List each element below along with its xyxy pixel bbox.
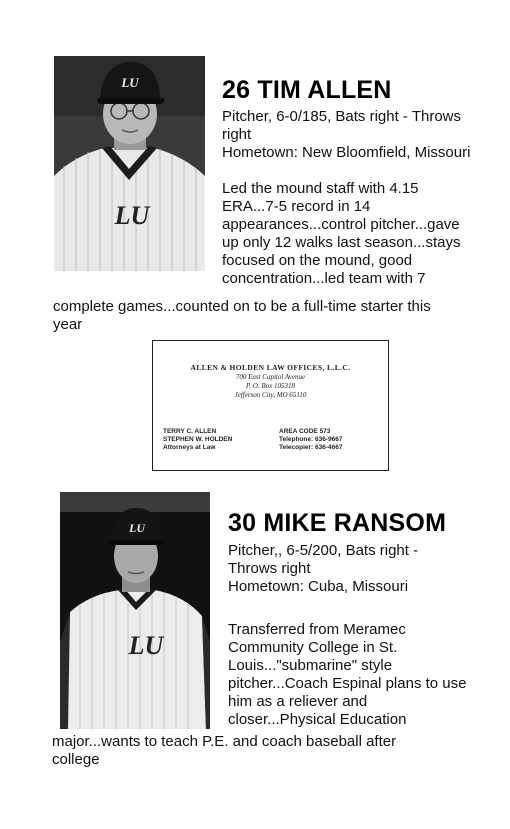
player-heading: 30 MIKE RANSOM [228,509,447,537]
bio-line: college [52,751,100,768]
position-line: Throws right [228,560,311,577]
bio-line: appearances...control pitcher...gave [222,216,460,233]
hometown: Hometown: New Bloomfield, Missouri [222,144,471,161]
card-firm-name: ALLEN & HOLDEN LAW OFFICES, L.L.C. [190,363,351,372]
player-photo-mike-ransom [60,492,210,729]
position-line: Pitcher,, 6-5/200, Bats right - [228,542,419,559]
bio-line: major...wants to teach P.E. and coach baseball after [52,733,397,750]
svg-text:LU: LU [128,631,164,660]
card-contact-line: Telecopier: 636-4667 [279,444,343,451]
player-bio-continued [53,298,431,334]
bio-line: pitcher...Coach Espinal plans to use [228,675,467,692]
svg-text:LU: LU [121,75,139,90]
bio-line: closer...Physical Education [228,711,407,728]
bio-line: ERA...7-5 record in 14 [222,198,371,215]
player-info [228,542,418,596]
card-name-line: STEPHEN W. HOLDEN [163,436,233,443]
svg-text:LU: LU [114,201,150,230]
card-name-line: Attorneys at Law [163,444,216,451]
card-address-line: Jefferson City, MO 65110 [234,391,307,399]
bio-line: Louis..."submarine" style [228,657,393,674]
player-photo-image [60,492,210,729]
card-address-line: 700 East Capitol Avenue [235,373,306,381]
hometown: Hometown: Cuba, Missouri [228,578,409,595]
bio-line: Transferred from Meramec [228,621,406,638]
bio-line: him as a reliever and [228,693,368,710]
bio-line: year [53,316,83,333]
position-line: Pitcher, 6-0/185, Bats right - Throws [222,108,461,125]
card-attorney-names [163,428,232,452]
player-bio-continued [52,733,396,769]
business-card [152,340,389,471]
player-heading: 26 TIM ALLEN [222,76,392,104]
card-contact-line: AREA CODE 573 [279,428,331,435]
bio-line: concentration...led team with 7 [222,270,426,287]
svg-text:LU: LU [129,521,145,535]
card-address [153,373,388,400]
bio-line: Led the mound staff with 4.15 [222,180,419,197]
player-bio [228,621,466,729]
card-name-line: TERRY C. ALLEN [163,428,217,435]
card-contact-line: Telephone: 636-9667 [279,436,343,443]
bio-line: Community College in St. [228,639,398,656]
player-bio [222,180,460,288]
player-info [222,108,470,162]
player-photo-tim-allen [54,56,205,271]
card-address-line: P. O. Box 105318 [245,382,296,390]
bio-line: focused on the mound, good [222,252,413,269]
card-contact [279,428,342,452]
bio-line: up only 12 walks last season...stays [222,234,461,251]
position-line: right [222,126,252,143]
bio-line: complete games...counted on to be a full-time starter this [53,298,431,315]
player-photo-image [54,56,205,271]
